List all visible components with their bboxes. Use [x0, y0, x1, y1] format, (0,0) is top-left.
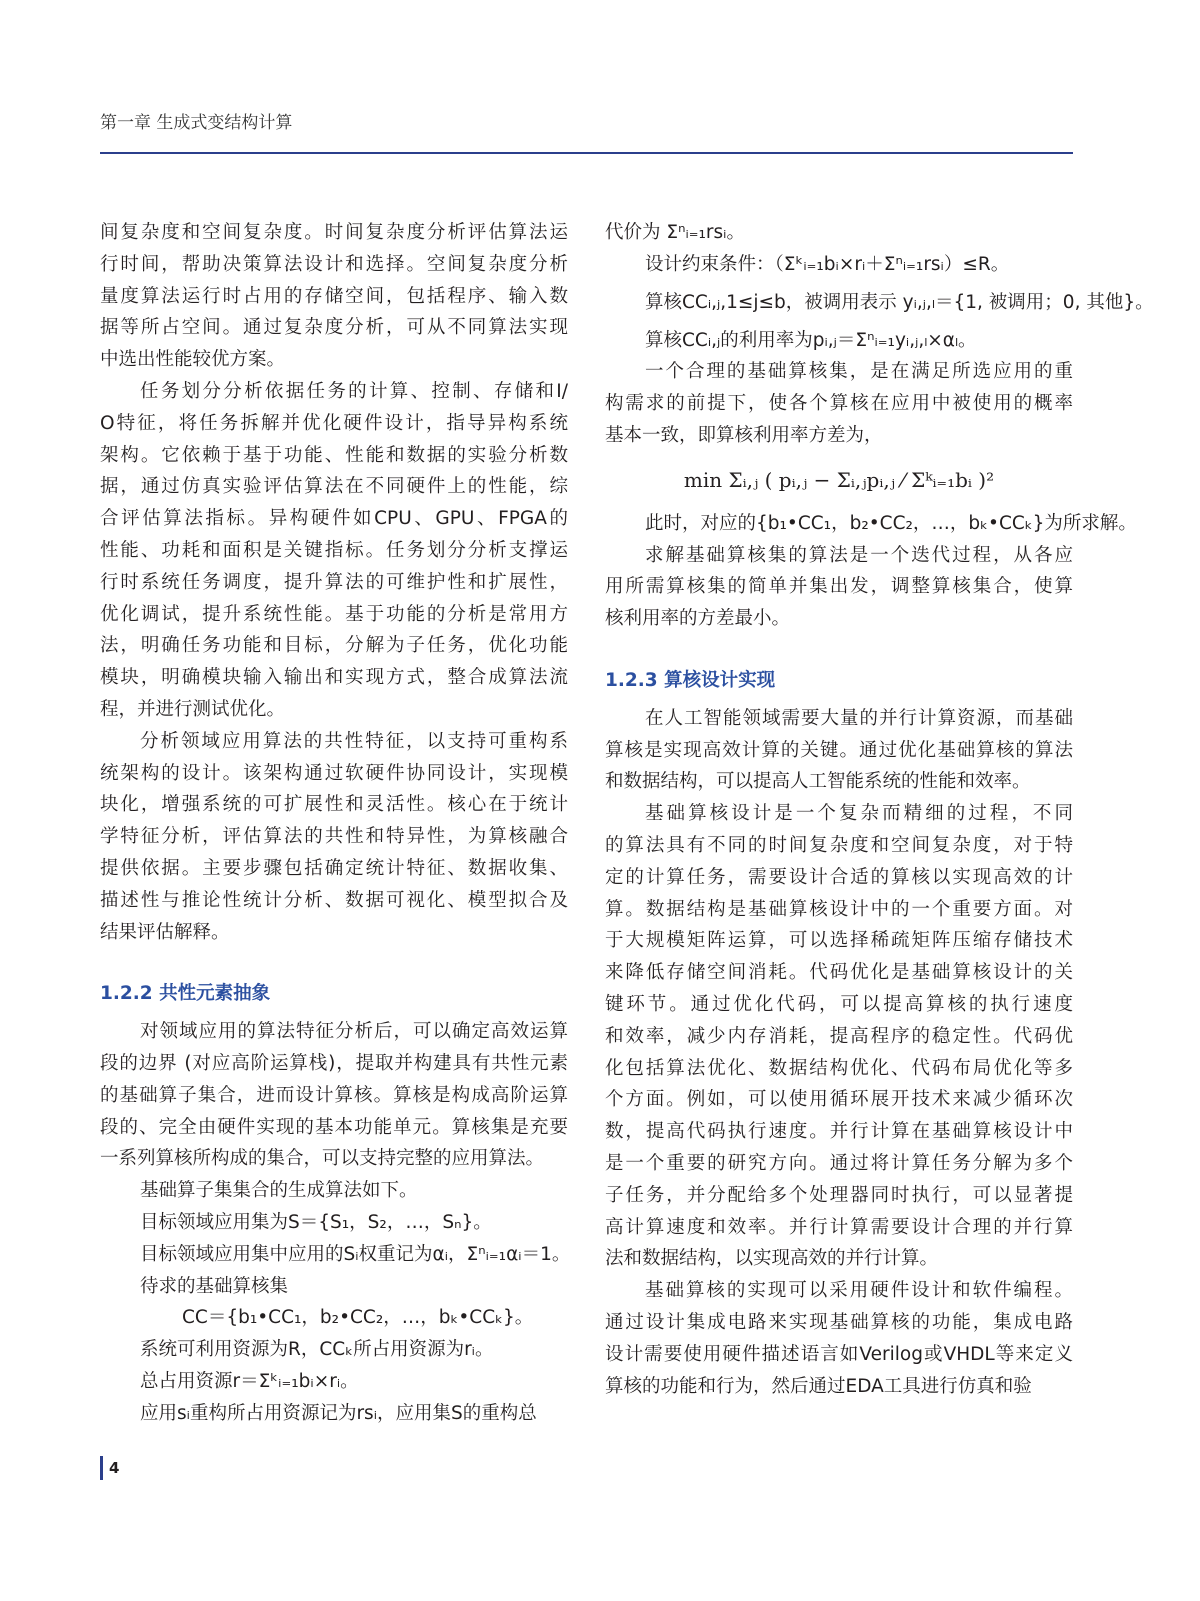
- text-line: 基础算核设计是一个复杂而精细的过程，不同: [645, 803, 1073, 825]
- text-line: 基础算核的实现可以采用硬件设计和软件编程。: [645, 1280, 1073, 1302]
- text-line: 统架构的设计。该架构通过软硬件协同设计，实现模: [100, 762, 568, 784]
- text-line: 设计约束条件：（Σᵏᵢ₌₁bᵢ×rᵢ＋Σⁿᵢ₌₁rsᵢ）≤R。: [645, 253, 1010, 275]
- paragraph: [605, 325, 1073, 357]
- text-line: 数，提高代码执行速度。并行计算在基础算核设计中: [605, 1121, 1073, 1143]
- text-line: 优化调试，提升系统性能。基于功能的分析是常用方: [100, 603, 568, 625]
- paragraph: [100, 217, 568, 376]
- paragraph: [605, 217, 1073, 249]
- paragraph: [605, 703, 1073, 798]
- text-line: 一系列算核所构成的集合，可以支持完整的应用算法。: [100, 1148, 545, 1170]
- paragraph: [100, 376, 568, 726]
- text-line: 算核是实现高效计算的关键。通过优化基础算核的算法: [605, 739, 1073, 761]
- text-line: 核利用率的方差最小。: [605, 608, 791, 630]
- text-line: 系统可利用资源为R，CCₖ所占用资源为rᵢ。: [140, 1339, 494, 1361]
- paragraph: [605, 281, 1154, 325]
- text-line: 合评估算法指标。异构硬件如CPU、GPU、FPGA的: [100, 508, 568, 530]
- text-line: 性能、功耗和面积是关键指标。任务划分分析支撑运: [100, 539, 568, 561]
- text-line: 描述性与推论性统计分析、数据可视化、模型拟合及: [100, 889, 568, 911]
- text-line: 构需求的前提下，使各个算核在应用中被使用的概率: [605, 393, 1073, 415]
- text-line: 中选出性能较优方案。: [100, 349, 286, 371]
- paragraph: [100, 1207, 568, 1239]
- text-line: 段的边界 (对应高阶运算栈)，提取并构建具有共性元素: [100, 1052, 568, 1074]
- text-line: 在人工智能领域需要大量的并行计算资源，而基础: [645, 707, 1073, 729]
- paragraph: [100, 1398, 568, 1430]
- text-line: 一个合理的基础算核集，是在满足所选应用的重: [645, 361, 1073, 383]
- paragraph: [605, 540, 1073, 635]
- text-line: 段的、完全由硬件实现的基本功能单元。算核集是充要: [100, 1116, 568, 1138]
- text-line: 求解基础算核集的算法是一个迭代过程，从各应: [645, 544, 1073, 566]
- text-line: 和效率，减少内存消耗，提高程序的稳定性。代码优: [605, 1025, 1073, 1047]
- text-line: 间复杂度和空间复杂度。时间复杂度分析评估算法运: [100, 222, 568, 243]
- paragraph: [100, 726, 568, 949]
- formula-block: [605, 452, 1073, 508]
- text-line: 通过设计集成电路来实现基础算核的功能，集成电路: [605, 1311, 1073, 1333]
- paragraph: [100, 1175, 568, 1207]
- text-line: 结果评估解释。: [100, 921, 230, 943]
- paragraph: [605, 356, 1073, 451]
- paragraph: [100, 1239, 571, 1271]
- text-line: 据，通过仿真实验评估算法在不同硬件上的性能，综: [100, 476, 568, 498]
- text-line: 据等所占空间。通过复杂度分析，可从不同算法实现: [100, 317, 568, 339]
- text-line: 任务划分分析依据任务的计算、控制、存储和I/: [140, 380, 568, 402]
- text-line: 分析领域应用算法的共性特征，以支持可重构系: [140, 730, 568, 752]
- text-line: 基本一致，即算核利用率方差为，: [605, 424, 883, 446]
- text-line: 提供依据。主要步骤包括确定统计特征、数据收集、: [100, 857, 568, 879]
- paragraph: [605, 798, 1073, 1275]
- text-line: 子任务，并分配给多个处理器同时执行，可以显著提: [605, 1184, 1073, 1206]
- paragraph: [605, 508, 1137, 540]
- text-line: 总占用资源r＝Σᵏᵢ₌₁bᵢ×rᵢ。: [140, 1370, 359, 1392]
- text-line: 来降低存储空间消耗。代码优化是基础算核设计的关: [605, 962, 1073, 984]
- text-line: 的基础算子集合，进而设计算核。算核是构成高阶运算: [100, 1084, 568, 1106]
- running-header: 第一章 生成式变结构计算: [100, 113, 293, 133]
- text-line: 是一个重要的研究方向。通过将计算任务分解为多个: [605, 1152, 1073, 1174]
- paragraph: [100, 1334, 568, 1366]
- text-line: 个方面。例如，可以使用循环展开技术来减少循环次: [605, 1089, 1073, 1111]
- text-line: 和数据结构，可以提高人工智能系统的性能和效率。: [605, 771, 1031, 793]
- paragraph: [100, 1366, 568, 1398]
- text-line: 键环节。通过优化代码，可以提高算核的执行速度: [605, 993, 1073, 1015]
- text-line: 此时，对应的{b₁•CC₁，b₂•CC₂，…，bₖ•CCₖ}为所求解。: [645, 512, 1137, 534]
- text-line: 量度算法运行时占用的存储空间，包括程序、输入数: [100, 285, 568, 307]
- text-line: 定的计算任务，需要设计合适的算核以实现高效的计: [605, 866, 1073, 888]
- text-line: 模块，明确模块输入输出和实现方式，整合成算法流: [100, 667, 568, 689]
- text-line: 对领域应用的算法特征分析后，可以确定高效运算: [140, 1021, 568, 1043]
- text-line: 法和数据结构，以实现高效的并行计算。: [605, 1248, 939, 1270]
- text-line: 高计算速度和效率。并行计算需要设计合理的并行算: [605, 1216, 1073, 1238]
- text-line: 程，并进行测试优化。: [100, 698, 286, 720]
- text-line: 设计需要使用硬件描述语言如Verilog或VHDL等来定义: [605, 1343, 1073, 1365]
- text-line: 算。数据结构是基础算核设计中的一个重要方面。对: [605, 898, 1073, 920]
- section-heading: [100, 978, 568, 1010]
- section-heading: [605, 665, 1073, 697]
- paragraph: [100, 1271, 568, 1303]
- text-line: 应用sᵢ重构所占用资源记为rsᵢ，应用集S的重构总: [140, 1402, 537, 1424]
- text-line: 目标领域应用集中应用的Sᵢ权重记为αᵢ，Σⁿᵢ₌₁αᵢ＝1。: [140, 1243, 571, 1265]
- text-line: 基础算子集集合的生成算法如下。: [140, 1180, 418, 1202]
- paragraph: [100, 1016, 568, 1175]
- text-line: 于大规模矩阵运算，可以选择稀疏矩阵压缩存储技术: [605, 930, 1073, 952]
- section-heading-text: 1.2.3 算核设计实现: [605, 669, 776, 691]
- page-number: 4: [100, 1456, 119, 1480]
- text-line: 行时系统任务调度，提升算法的可维护性和扩展性，: [100, 571, 568, 593]
- text-line: 代价为 Σⁿᵢ₌₁rsᵢ。: [605, 222, 745, 243]
- text-line: 目标领域应用集为S＝{S₁，S₂，…，Sₙ}。: [140, 1211, 492, 1233]
- paragraph: [605, 1275, 1073, 1402]
- text-line: 的算法具有不同的时间复杂度和空间复杂度，对于特: [605, 834, 1073, 856]
- text-line: 用所需算核集的简单并集出发，调整算核集合，使算: [605, 576, 1073, 598]
- text-line: 待求的基础算核集: [140, 1275, 289, 1297]
- paragraph: [605, 249, 1073, 281]
- text-line: 算核的功能和行为，然后通过EDA工具进行仿真和验: [605, 1375, 1032, 1397]
- text-line: 学特征分析，评估算法的共性和特异性，为算核融合: [100, 826, 568, 848]
- text-line: 块化，增强系统的可扩展性和灵活性。核心在于统计: [100, 794, 568, 816]
- text-line: CC＝{b₁•CC₁，b₂•CC₂，…，bₖ•CCₖ}。: [182, 1307, 534, 1329]
- text-line: 架构。它依赖于基于功能、性能和数据的实验分析数: [100, 444, 568, 466]
- section-heading-text: 1.2.2 共性元素抽象: [100, 983, 271, 1005]
- paragraph: [100, 1302, 568, 1334]
- text-line: 算核CCᵢ,ⱼ,1≤j≤b，被调用表示 yᵢ,ⱼ,ₗ＝{1, 被调用；0, 其他}。: [645, 291, 1154, 313]
- text-line: min Σᵢ,ⱼ ( pᵢ,ⱼ − Σᵢ,ⱼpᵢ,ⱼ ⁄ Σᵏᵢ₌₁bᵢ )²: [683, 467, 995, 492]
- text-line: O特征，将任务拆解并优化硬件设计，指导异构系统: [100, 412, 568, 434]
- right-column: [605, 217, 1154, 1402]
- text-line: 化包括算法优化、数据结构优化、代码布局优化等多: [605, 1057, 1073, 1079]
- left-column: [100, 217, 571, 1429]
- text-line: 算核CCᵢ,ⱼ的利用率为pᵢ,ⱼ＝Σⁿᵢ₌₁yᵢ,ⱼ,ₗ×αₗ。: [645, 329, 977, 351]
- text-line: 行时间，帮助决策算法设计和选择。空间复杂度分析: [100, 253, 568, 275]
- text-line: 法，明确任务功能和目标，分解为子任务，优化功能: [100, 635, 568, 657]
- header-rule: [100, 152, 1073, 154]
